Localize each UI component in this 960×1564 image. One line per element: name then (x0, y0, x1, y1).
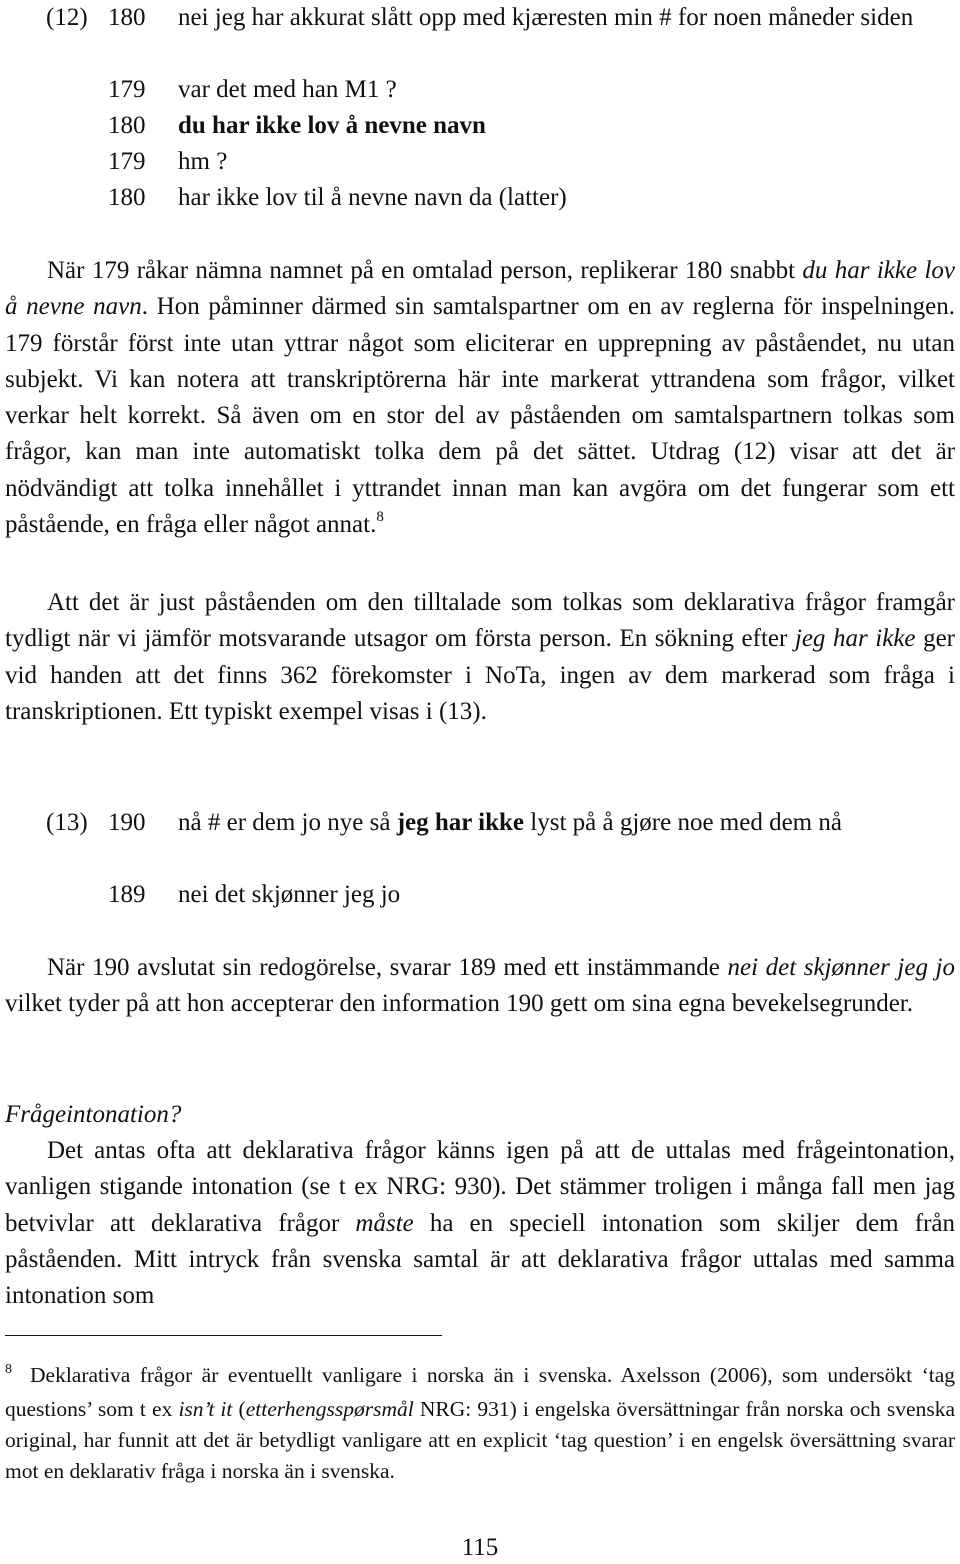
example-label: (13) (46, 809, 88, 836)
utterance: har ikke lov til å nevne navn da (latter) (178, 184, 567, 211)
body-paragraph: Det antas ofta att deklarativa frågor känns igen på att de uttalas med frågeintonation, vanligen stigande intonation (se t ex NRG: 930). Det stämmer troligen i många fall men jag betvivlar att deklarativa frågor måste ha en speciell intonation som skiljer dem från påståenden. Mitt intryck från svenska samtal är att deklarativa frågor uttalas med samma intonation som (5, 1137, 955, 1310)
speaker-id: 180 (108, 112, 146, 139)
speaker-id: 190 (108, 809, 146, 836)
speaker-id: 180 (108, 4, 146, 31)
body-paragraph: När 190 avslutat sin redogörelse, svarar 189 med ett instämmande nei det skjønner jeg jo vilket tyder på att hon accepterar den information 190 gett om sina egna bevekelsegrunder. (5, 954, 955, 1018)
page-number: 115 (461, 1534, 499, 1561)
body-paragraph: Att det är just påståenden om den tilltalade som tolkas som deklarativa frågor framgår tydligt när vi jämför motsvarande utsagor om första person. En sökning efter jeg har ikke ger vid handen att det finns 362 förekomster i NoTa, ingen av dem markerad som fråga i transkriptionen. Ett typiskt exempel visas i (13). (5, 589, 955, 725)
utterance: var det med han M1 ? (178, 76, 397, 103)
footnote-mark: 8 (5, 1362, 12, 1377)
body-paragraph: När 179 råkar nämna namnet på en omtalad person, replikerar 180 snabbt du har ikke lov å nevne navn. Hon påminner därmed sin samtalspartner om en av reglerna för inspelningen. 179 förstår först inte utan yttrar något som eliciterar en upprepning av påståendet, nu utan subjekt. Vi kan notera att transkriptörerna här inte markerat yttrandena som frågor, vilket verkar helt korrekt. Så även om en stor del av påståenden om samtalspartnern tolkas som frågor, kan man inte automatiskt tolka dem på det sättet. Utdrag (12) visar att det är nödvändigt att tolka innehållet i yttrandet innan man kan avgöra om det fungerar som ett påstående, en fråga eller något annat.$^8$ (5, 257, 956, 539)
speaker-id: 180 (108, 184, 146, 211)
utterance: nei det skjønner jeg jo (178, 881, 401, 908)
footnote: $^8$ Deklarativa frågor är eventuellt vanligare i norska än i svenska. Axelsson (2006), som undersökt ‘tag questions’ som t ex isn’t it (etterhengsspørsmål NRG: 931) i engelska översättningar från norska och svenska original, har funnit att det är betydligt vanligare att en explicit ‘tag question’ i en engelsk översättning svarar mot en deklarativ fråga i norska än i svenska. (5, 1362, 955, 1483)
utterance: du har ikke lov å nevne navn (178, 112, 486, 139)
speaker-id: 189 (108, 881, 146, 908)
footnote-reference[interactable]: 8 (376, 509, 384, 526)
section-heading: Frågeintonation? (5, 1101, 182, 1128)
example-label: (12) (46, 4, 88, 31)
utterance: nå # er dem jo nye så jeg har ikke lyst på å gjøre noe med dem nå (178, 809, 842, 836)
utterance: hm ? (178, 148, 228, 175)
utterance: nei jeg har akkurat slått opp med kjæresten min # for noen måneder siden (178, 4, 914, 31)
footnote-divider (5, 1335, 442, 1336)
speaker-id: 179 (108, 76, 146, 103)
speaker-id: 179 (108, 148, 146, 175)
